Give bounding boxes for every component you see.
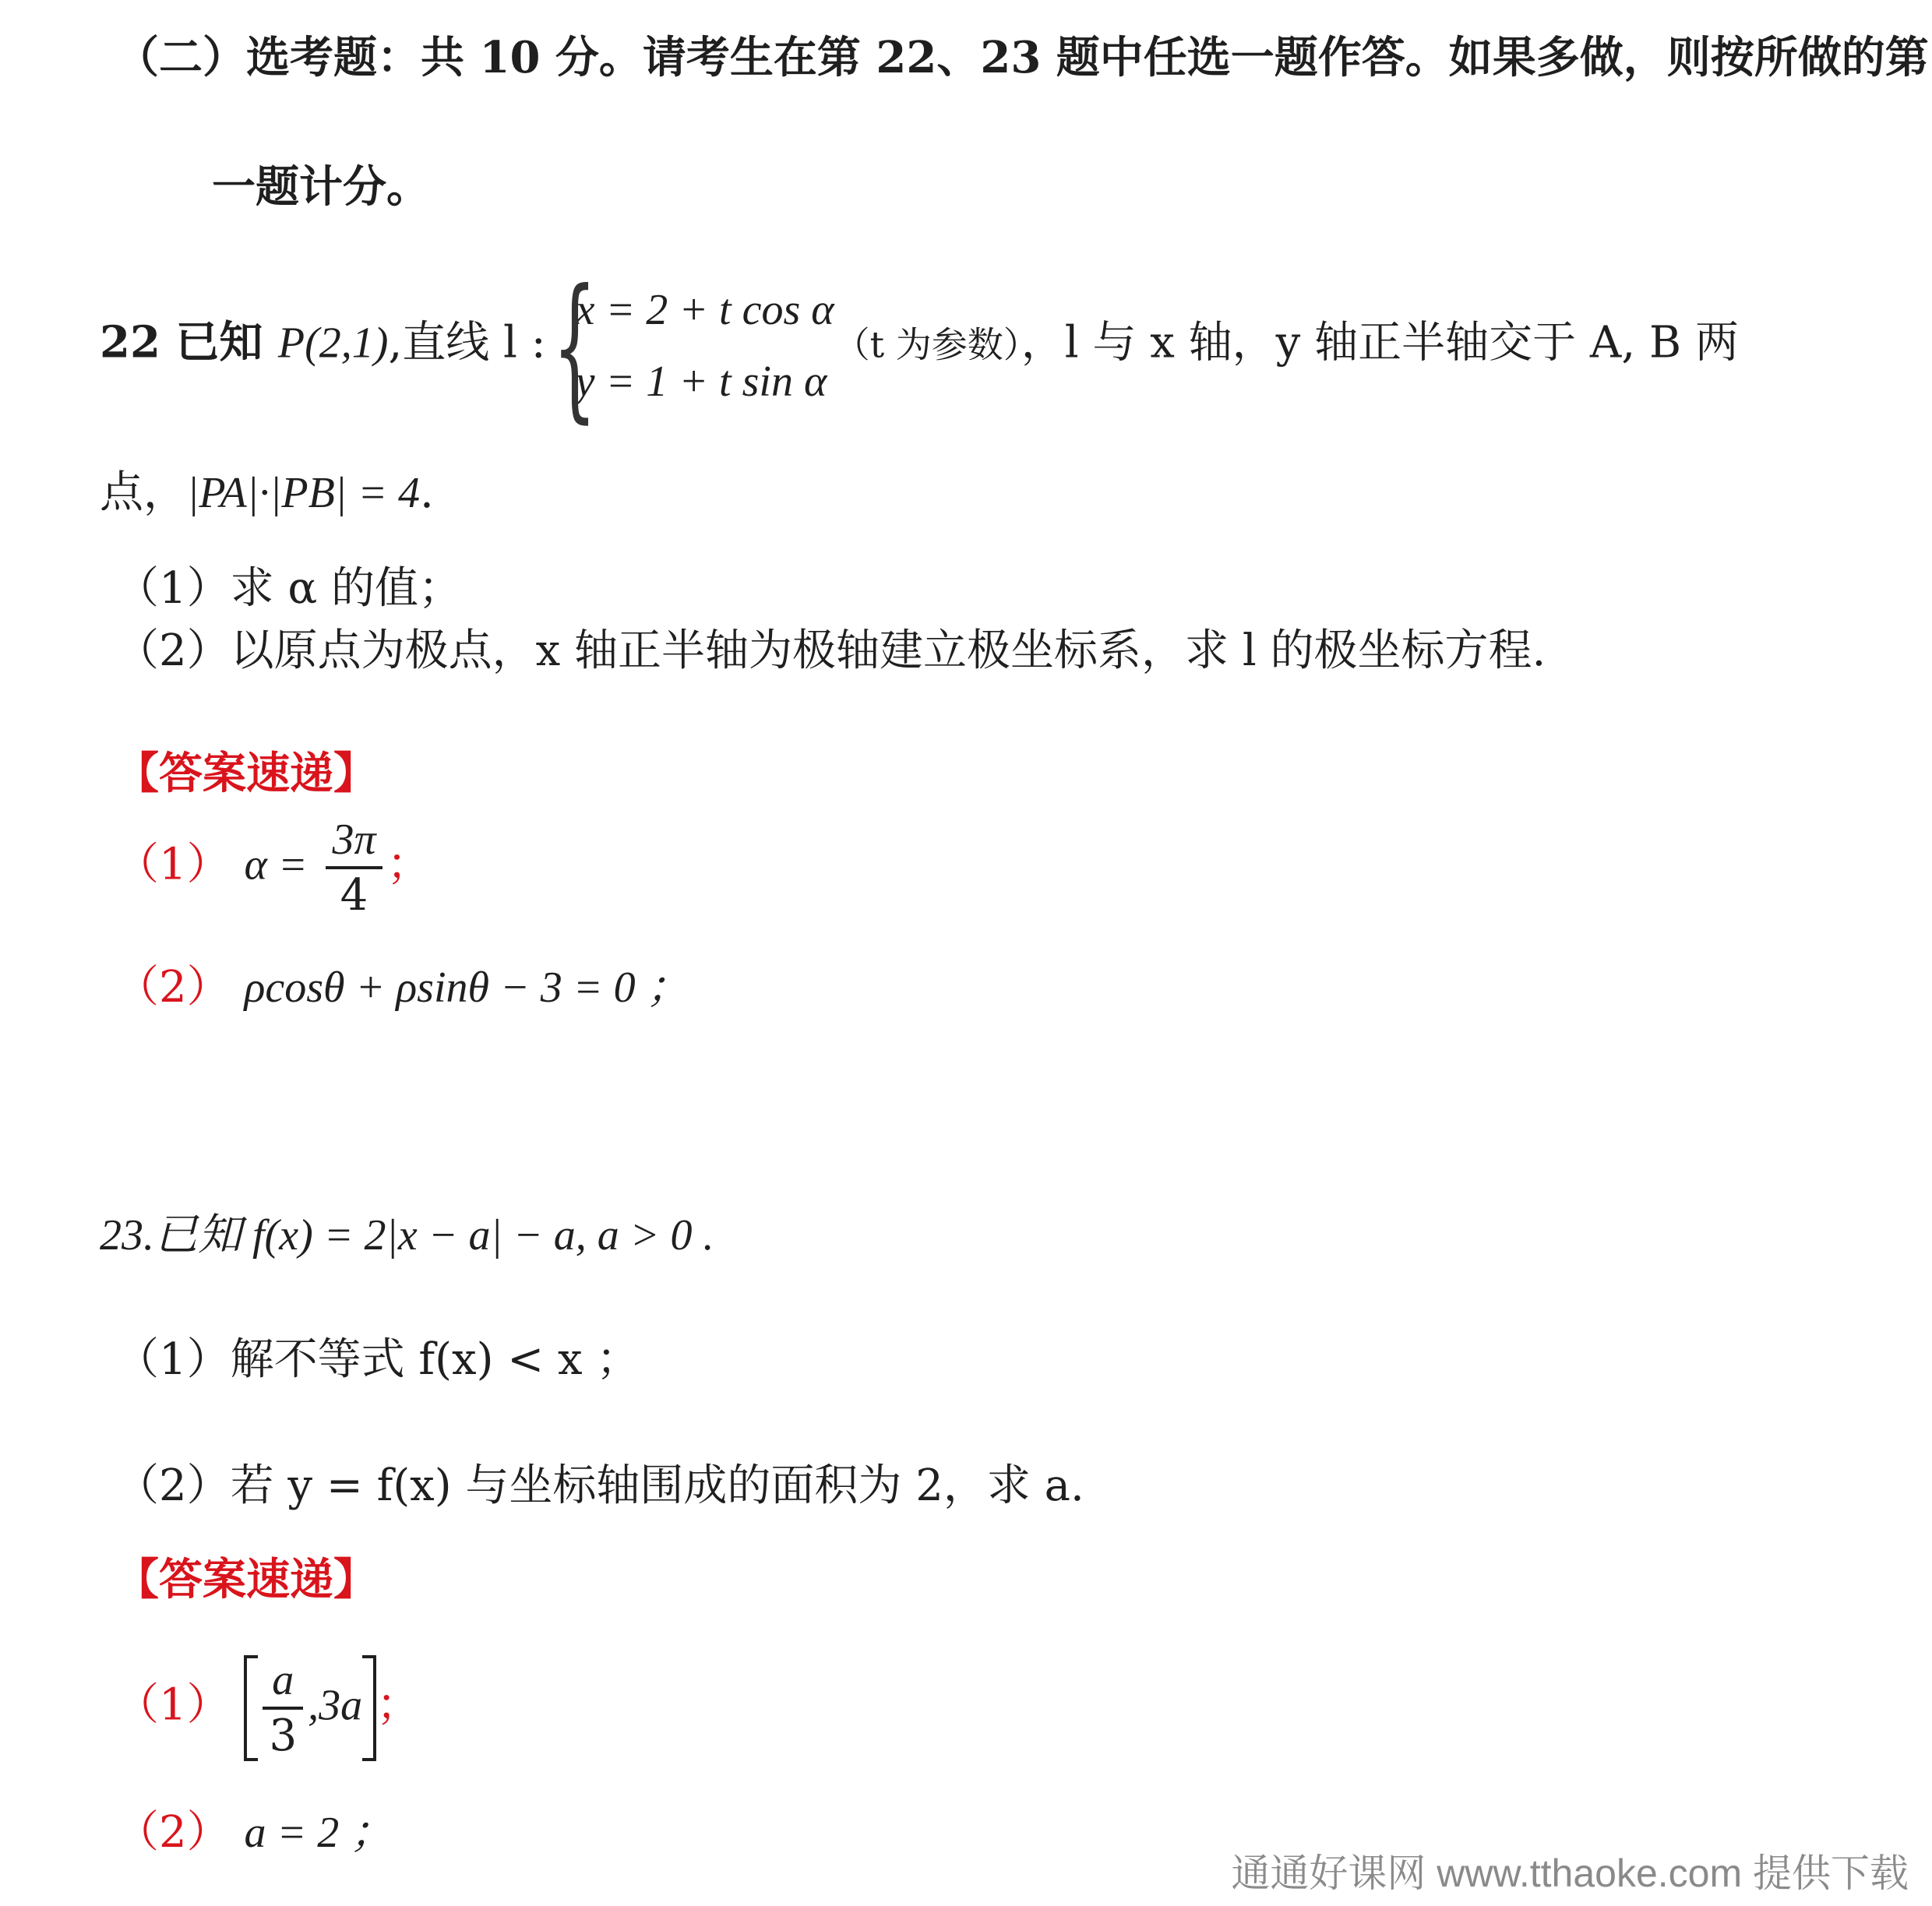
question-23-stem xyxy=(100,1211,714,1260)
a22-1-fraction xyxy=(326,816,382,921)
answer-22-part-1 xyxy=(115,816,431,921)
a23-1-interval xyxy=(244,1655,376,1761)
q22-line2-prefix: 点， xyxy=(100,467,187,518)
q23-subquestion-2: （2）若 y = f(x) 与坐标轴围成的面积为 2，求 a. xyxy=(115,1460,1084,1511)
a23-1-numerator: a xyxy=(272,1656,294,1704)
q22-eq-x: x = 2 + t cos α xyxy=(575,286,834,334)
q23-stem-text: 23.已知 f(x) = 2|x − a| − a, a > 0 . xyxy=(100,1211,714,1260)
a22-1-denominator: 4 xyxy=(326,866,382,918)
q23-subquestion-1: （1）解不等式 f(x) < x ； xyxy=(115,1334,640,1385)
answer-22-part-2 xyxy=(115,962,690,1013)
answer-22-heading: 【答案速递】 xyxy=(115,748,377,799)
a22-1-lhs: α = xyxy=(244,840,308,890)
a22-1-end: ； xyxy=(386,839,431,890)
a23-1-denominator: 3 xyxy=(263,1707,303,1758)
brace-icon: { xyxy=(552,256,597,438)
a22-2-text: ρcosθ + ρsinθ − 3 = 0 ； xyxy=(244,964,690,1012)
answer-23-heading: 【答案速递】 xyxy=(115,1554,377,1605)
a23-1-rest: ,3a xyxy=(308,1681,363,1730)
q22-subquestion-1: （1）求 α 的值； xyxy=(115,563,463,614)
a23-1-fraction xyxy=(263,1656,303,1761)
a23-2-text: a = 2 ； xyxy=(244,1809,394,1857)
a22-1-numerator: 3π xyxy=(332,816,376,864)
q22-condition: |PA|·|PB| = 4 xyxy=(187,469,420,517)
footer-source: 通通好课网 www.tthaoke.com 提供下载 xyxy=(1231,1851,1909,1895)
a23-1-label: （1） xyxy=(115,1679,231,1731)
q22-subquestion-2: （2）以原点为极点，x 轴正半轴为极轴建立极坐标系，求 l 的极坐标方程. xyxy=(115,625,1546,676)
q22-equation-system xyxy=(552,256,834,438)
section-heading-line1: （二）选考题：共 10 分。请考生在第 22、23 题中任选一题作答。如果多做，则按所做的第 xyxy=(115,32,1929,83)
q22-prefix: 22 已知 xyxy=(100,316,278,368)
answer-23-part-2 xyxy=(115,1807,394,1858)
q22-param-note: （t 为参数） xyxy=(834,323,1021,366)
a22-1-label: （1） xyxy=(115,839,231,890)
q22-line2-suffix: . xyxy=(419,467,434,518)
question-22-stem xyxy=(100,256,1739,438)
a23-2-label: （2） xyxy=(115,1807,231,1858)
answer-23-part-1 xyxy=(115,1655,420,1761)
q22-line-label: ,直线 l : xyxy=(388,317,546,368)
q22-rest: ，l 与 x 轴，y 轴正半轴交于 A, B 两 xyxy=(1021,317,1739,368)
q22-point: P(2,1) xyxy=(277,319,389,368)
q22-eq-y: y = 1 + t sin α xyxy=(575,358,827,406)
section-heading-line2: 一题计分。 xyxy=(212,161,430,213)
question-22-line2 xyxy=(100,467,434,518)
a22-2-label: （2） xyxy=(115,962,231,1013)
a23-1-end: ； xyxy=(376,1679,421,1731)
